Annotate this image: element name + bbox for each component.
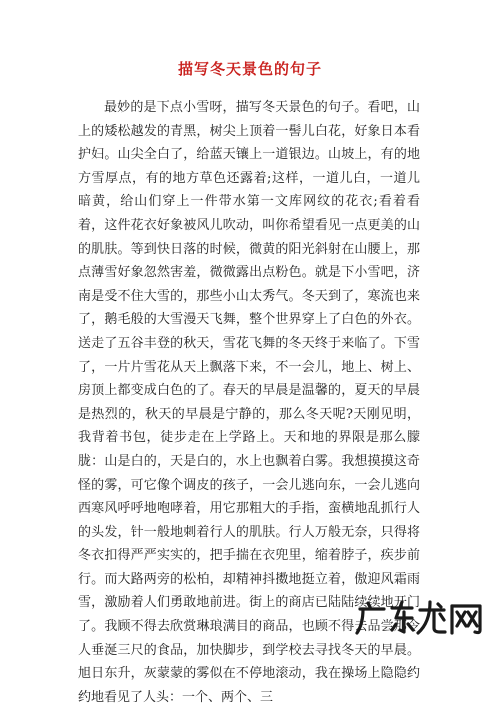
site-logo-watermark: [354, 598, 486, 638]
document-paragraph: 最妙的是下点小雪呀，描写冬天景色的句子。看吧，山上的矮松越发的青黑，树尖上顶着一髻儿白花，好象日本看护妇。山尖全白了，给蓝天镶上一道银边。山坡上，有的地方雪厚点，有的地方草色还露着;这样，一道儿白，一道儿暗黄，给山们穿上一件带水第一文库网纹的花衣;看着看着，这件花衣好象被风儿吹动，叫你希望看见一点更美的山的肌肤。等到快日落的时候，微黄的阳光斜射在山腰上，那点薄雪好象忽然害羞，微微露出点粉色。就是下小雪吧，济南是受不住大雪的，那些小山太秀气。冬天到了，寒流也来了，鹅毛般的大雪漫天飞舞，整个世界穿上了白色的外衣。送走了五谷丰登的秋天，雪花飞舞的冬天终于来临了。下雪了，一片片雪花从天上飘落下来，不一会儿，地上、树上、房顶上都变成白色的了。春天的早晨是温馨的，夏天的早晨是热烈的，秋天的早晨是宁静的，那么冬天呢?天刚见明，我背着书包，徒步走在上学路上。天和地的界限是那么朦胧：山是白的，天是白的，水上也飘着白雾。我想摸摸这奇怪的雾，可它像个调皮的孩子，一会儿逃向东，一会儿逃向西寒风呼呼地咆哮着，用它那粗大的手指，蛮横地乱抓行人的头发，针一般地刺着行人的肌肤。行人万般无奈，只得将冬衣扣得严严实实的，把手揣在衣兜里，缩着脖子，疾步前行。而大路两旁的松柏，却精神抖擞地挺立着，傲迎风霜雨雪，激励着人们勇敢地前进。街上的商店已陆陆续续地开门了。我顾不得去欣赏琳琅满目的商品，也顾不得去品尝那令人垂涎三尺的食品，加快脚步，到学校去寻找冬天的早晨。旭日东升，灰蒙蒙的雾似在不停地滚动，我在操场上隐隐约约地看见了人头：一个、两个、三: [78, 100, 420, 705]
document-title: 描写冬天景色的句子: [177, 60, 322, 78]
